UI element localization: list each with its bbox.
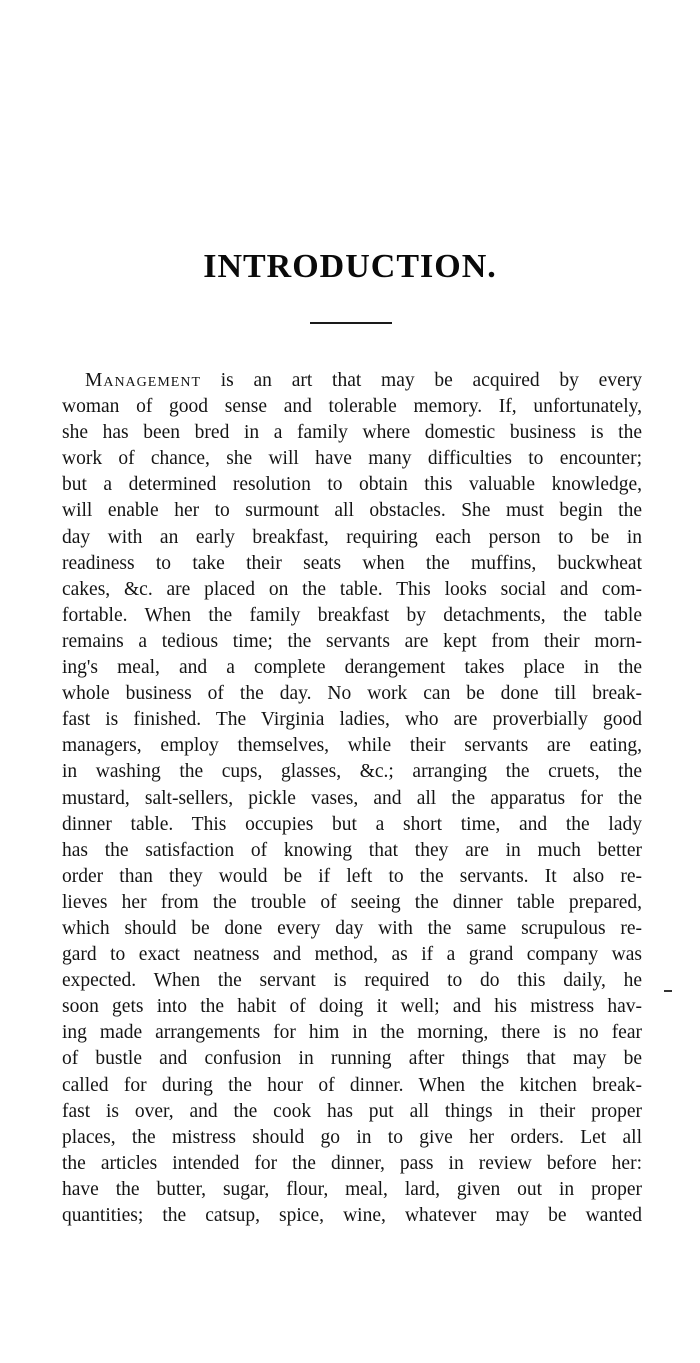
text-line: the articles intended for the dinner, pass in review before her: [62, 1152, 642, 1174]
text-line: order than they would be if left to the servants. It also re- [62, 865, 642, 887]
text-line: day with an early breakfast, requiring each person to be in [62, 526, 642, 548]
margin-mark [664, 990, 672, 992]
text-line: woman of good sense and tolerable memory. If, unfortunately, [62, 396, 642, 418]
text-line: called for during the hour of dinner. When the kitchen break- [62, 1074, 642, 1096]
text-line: has the satisfaction of knowing that they are in much better [62, 839, 642, 861]
text-line: ing made arrangements for him in the morning, there is no fear [62, 1022, 642, 1044]
text-line [62, 368, 642, 394]
chapter-title: INTRODUCTION. [203, 248, 497, 285]
text-line: work of chance, she will have many difficulties to encounter; [62, 448, 642, 470]
text-line: will enable her to surmount all obstacles. She must begin the [62, 500, 642, 522]
text-line-content: is an art that may be acquired by every [201, 370, 642, 391]
body-text [62, 368, 642, 1229]
text-line: fortable. When the family breakfast by detachments, the table [62, 604, 642, 626]
text-line: places, the mistress should go in to give her orders. Let all [62, 1126, 642, 1148]
text-line: readiness to take their seats when the muffins, buckwheat [62, 552, 642, 574]
title-rule [310, 322, 392, 324]
text-line: but a determined resolution to obtain this valuable knowledge, [62, 474, 642, 496]
text-line: mustard, salt-sellers, pickle vases, and all the apparatus for the [62, 787, 642, 809]
text-line: gard to exact neatness and method, as if a grand company was [62, 944, 642, 966]
text-line: which should be done every day with the same scrupulous re- [62, 917, 642, 939]
text-line: expected. When the servant is required to do this daily, he [62, 970, 642, 992]
text-line: ing's meal, and a complete derangement takes place in the [62, 657, 642, 679]
text-line: fast is finished. The Virginia ladies, who are proverbially good [62, 709, 642, 731]
text-line: in washing the cups, glasses, &c.; arranging the cruets, the [62, 761, 642, 783]
text-line: remains a tedious time; the servants are kept from their morn- [62, 630, 642, 652]
text-line: soon gets into the habit of doing it well; and his mistress hav- [62, 996, 642, 1018]
text-line: cakes, &c. are placed on the table. This looks social and com- [62, 578, 642, 600]
text-line: she has been bred in a family where domestic business is the [62, 422, 642, 444]
text-line: of bustle and confusion in running after things that may be [62, 1048, 642, 1070]
text-line: have the butter, sugar, flour, meal, lard, given out in proper [62, 1178, 642, 1200]
text-line: fast is over, and the cook has put all things in their proper [62, 1100, 642, 1122]
text-line: managers, employ themselves, while their servants are eating, [62, 735, 642, 757]
text-line: quantities; the catsup, spice, wine, whatever may be wanted [62, 1205, 642, 1226]
text-line: whole business of the day. No work can be done till break- [62, 683, 642, 705]
lead-word: Management [85, 370, 201, 391]
text-line: lieves her from the trouble of seeing the dinner table prepared, [62, 891, 642, 913]
text-line: dinner table. This occupies but a short time, and the lady [62, 813, 642, 835]
